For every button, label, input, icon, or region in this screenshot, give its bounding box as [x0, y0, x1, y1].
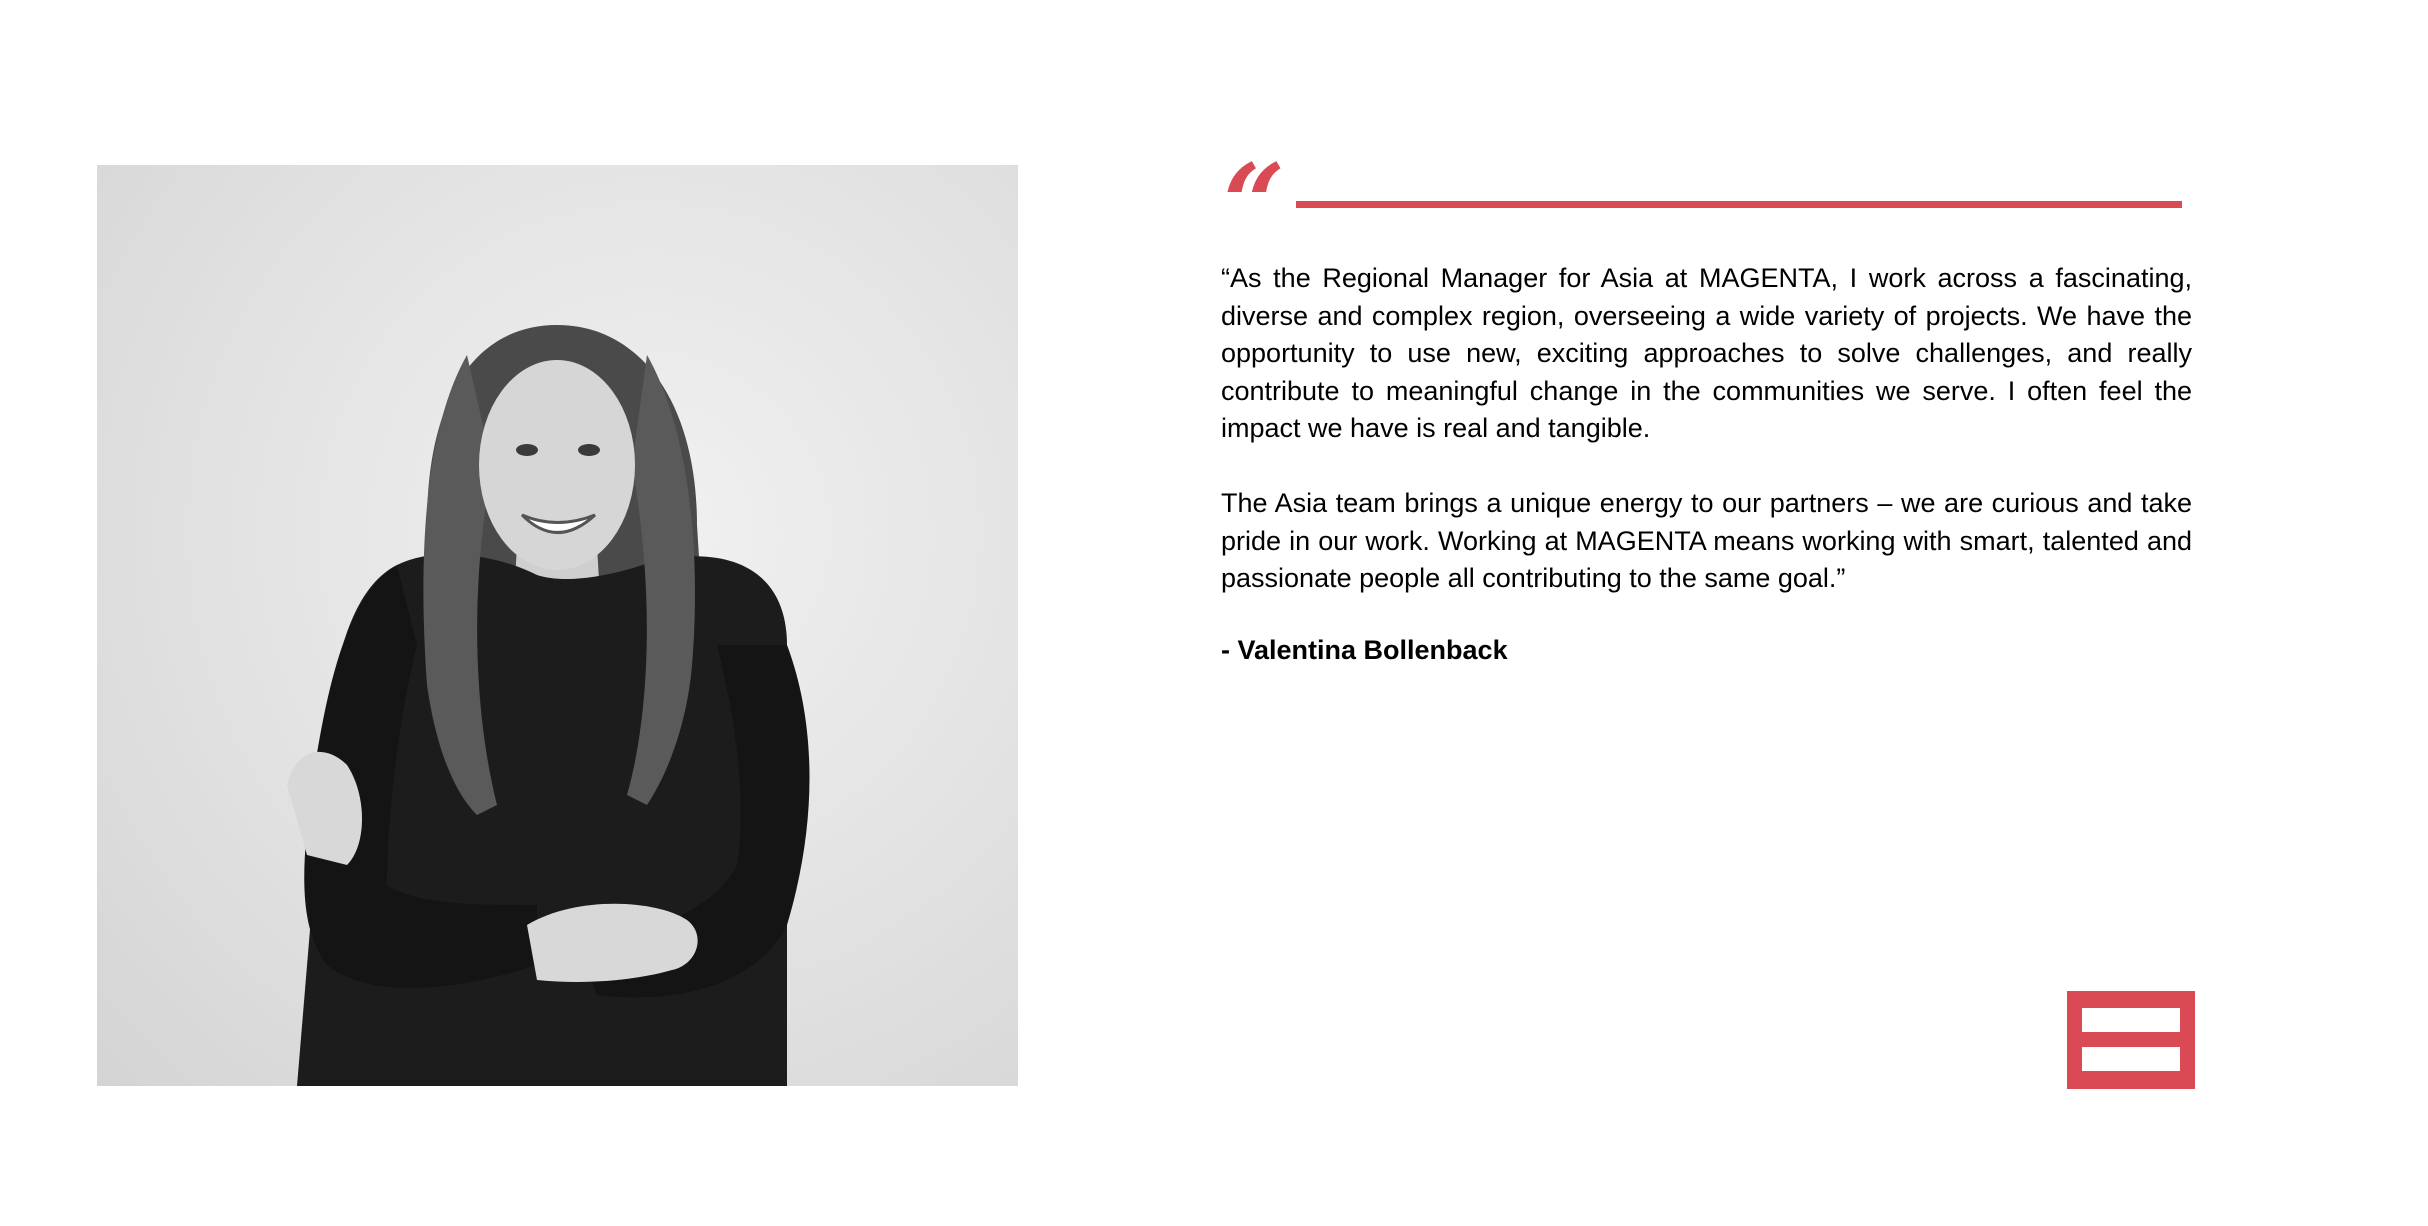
quote-paragraph: The Asia team brings a unique energy to our partners – we are curious and take pride in our work. Working at MAGENTA means working with smart, talented and passionate people all contributing to the same goal.” [1221, 488, 2192, 593]
quote-divider-line [1296, 201, 2182, 208]
logo-bar-bottom [2082, 1047, 2180, 1071]
magenta-logo-icon [2067, 991, 2195, 1089]
portrait-photo [97, 165, 1018, 1086]
logo-bar-top [2082, 1008, 2180, 1032]
quote-paragraph: “As the Regional Manager for Asia at MAGENTA, I work across a fascinating, diverse and complex region, overseeing a wide variety of projects. We have the opportunity to use new, exciting approaches to solve challenges, and really contribute to meaningful change in the communities we serve. I often feel the impact we have is real and tangible. [1221, 263, 2192, 443]
quote-attribution: - Valentina Bollenback [1221, 635, 1508, 665]
quote-mark-icon: “ [1223, 141, 1280, 267]
testimonial-quote [1221, 260, 2192, 635]
